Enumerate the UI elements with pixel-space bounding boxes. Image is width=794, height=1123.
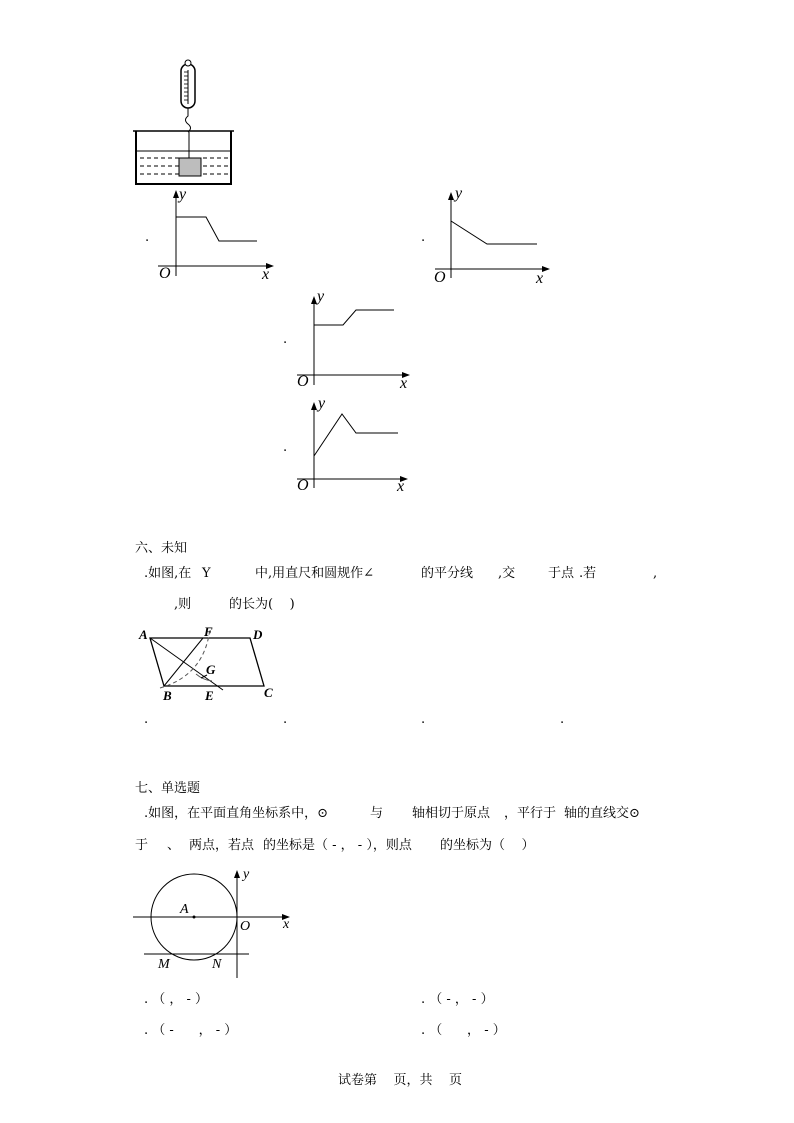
section7-q-text: 与 bbox=[370, 806, 384, 821]
section6-q-text: , bbox=[653, 566, 658, 581]
graph-b-x-label: x bbox=[536, 270, 544, 287]
label-C: C bbox=[264, 685, 273, 700]
section7-option-b[interactable]: . （ - ， - ） bbox=[421, 992, 494, 1007]
graph-b-origin-label: O bbox=[434, 269, 446, 286]
section7-q-text: 轴相切于原点 bbox=[412, 806, 491, 821]
section6-option-a[interactable]: . bbox=[144, 712, 149, 727]
section7-option-c[interactable]: . （ - ， - ） bbox=[144, 1023, 238, 1038]
section6-q-text: .如图,在 bbox=[144, 566, 192, 581]
section6-heading: 六、未知 bbox=[135, 541, 188, 556]
option-marker-d: . bbox=[283, 440, 288, 455]
circle-fig-N-label: N bbox=[212, 957, 222, 972]
section6-option-c[interactable]: . bbox=[421, 712, 426, 727]
section7-option-a[interactable]: . （ ， - ） bbox=[144, 992, 209, 1007]
section7-q-text: 的坐标为（ ） bbox=[440, 838, 535, 853]
label-F: F bbox=[204, 624, 213, 639]
graph-a-x-label: x bbox=[262, 266, 270, 283]
section6-option-b[interactable]: . bbox=[283, 712, 288, 727]
section7-q-text: 、 bbox=[167, 838, 181, 853]
graph-c-origin-label: O bbox=[297, 373, 309, 390]
graph-d-x-label: x bbox=[397, 478, 405, 495]
section6-q-text: 中,用直尺和圆规作∠ bbox=[255, 566, 375, 581]
circle-fig-M-label: M bbox=[158, 957, 170, 972]
section7-q-text: 于 bbox=[135, 838, 149, 853]
section6-q-text: 的平分线 bbox=[421, 566, 474, 581]
graph-c-y-label: y bbox=[317, 288, 325, 305]
option-marker-b: . bbox=[421, 230, 426, 245]
circle-fig-A-label: A bbox=[180, 902, 189, 917]
graph-a-origin-label: O bbox=[159, 265, 171, 282]
label-D: D bbox=[253, 627, 263, 642]
graph-d-y-label: y bbox=[318, 395, 326, 412]
section7-q-text: ，平行于 bbox=[504, 806, 557, 821]
section6-q-text: Y bbox=[202, 566, 211, 581]
circle-fig-x-label: x bbox=[283, 917, 290, 932]
section6-option-d[interactable]: . bbox=[560, 712, 565, 727]
option-marker-c: . bbox=[283, 332, 288, 347]
circle-fig-y-label: y bbox=[243, 867, 250, 882]
section6-q-text: 的长为( ) bbox=[229, 597, 295, 612]
label-A: A bbox=[139, 627, 148, 642]
section7-option-d[interactable]: . （ ， - ） bbox=[421, 1023, 506, 1038]
circle-fig-O-label: O bbox=[240, 919, 251, 934]
label-E: E bbox=[205, 688, 214, 703]
section7-q-text: 轴的直线交⊙ bbox=[564, 806, 640, 821]
label-B: B bbox=[163, 688, 172, 703]
section6-q-text: ,交 bbox=[498, 566, 516, 581]
section7-q-text: 的坐标是（ - ， - ），则点 bbox=[263, 838, 412, 853]
graph-b-y-label: y bbox=[455, 185, 463, 202]
graph-a-y-label: y bbox=[179, 186, 187, 203]
section6-q-text: .若 bbox=[579, 566, 597, 581]
section6-q-text: ,则 bbox=[174, 597, 192, 612]
option-marker-a: . bbox=[145, 230, 150, 245]
graph-c-x-label: x bbox=[400, 375, 408, 392]
label-G: G bbox=[206, 662, 216, 677]
section7-q-text: .如图，在平面直角坐标系中，⊙ bbox=[144, 806, 329, 821]
graph-d-origin-label: O bbox=[297, 477, 309, 494]
page-footer: 试卷第 页，共 页 bbox=[338, 1073, 463, 1088]
section7-q-text: 两点，若点 bbox=[189, 838, 255, 853]
section6-q-text: 于点 bbox=[548, 566, 575, 581]
section7-heading: 七、单选题 bbox=[135, 781, 201, 796]
